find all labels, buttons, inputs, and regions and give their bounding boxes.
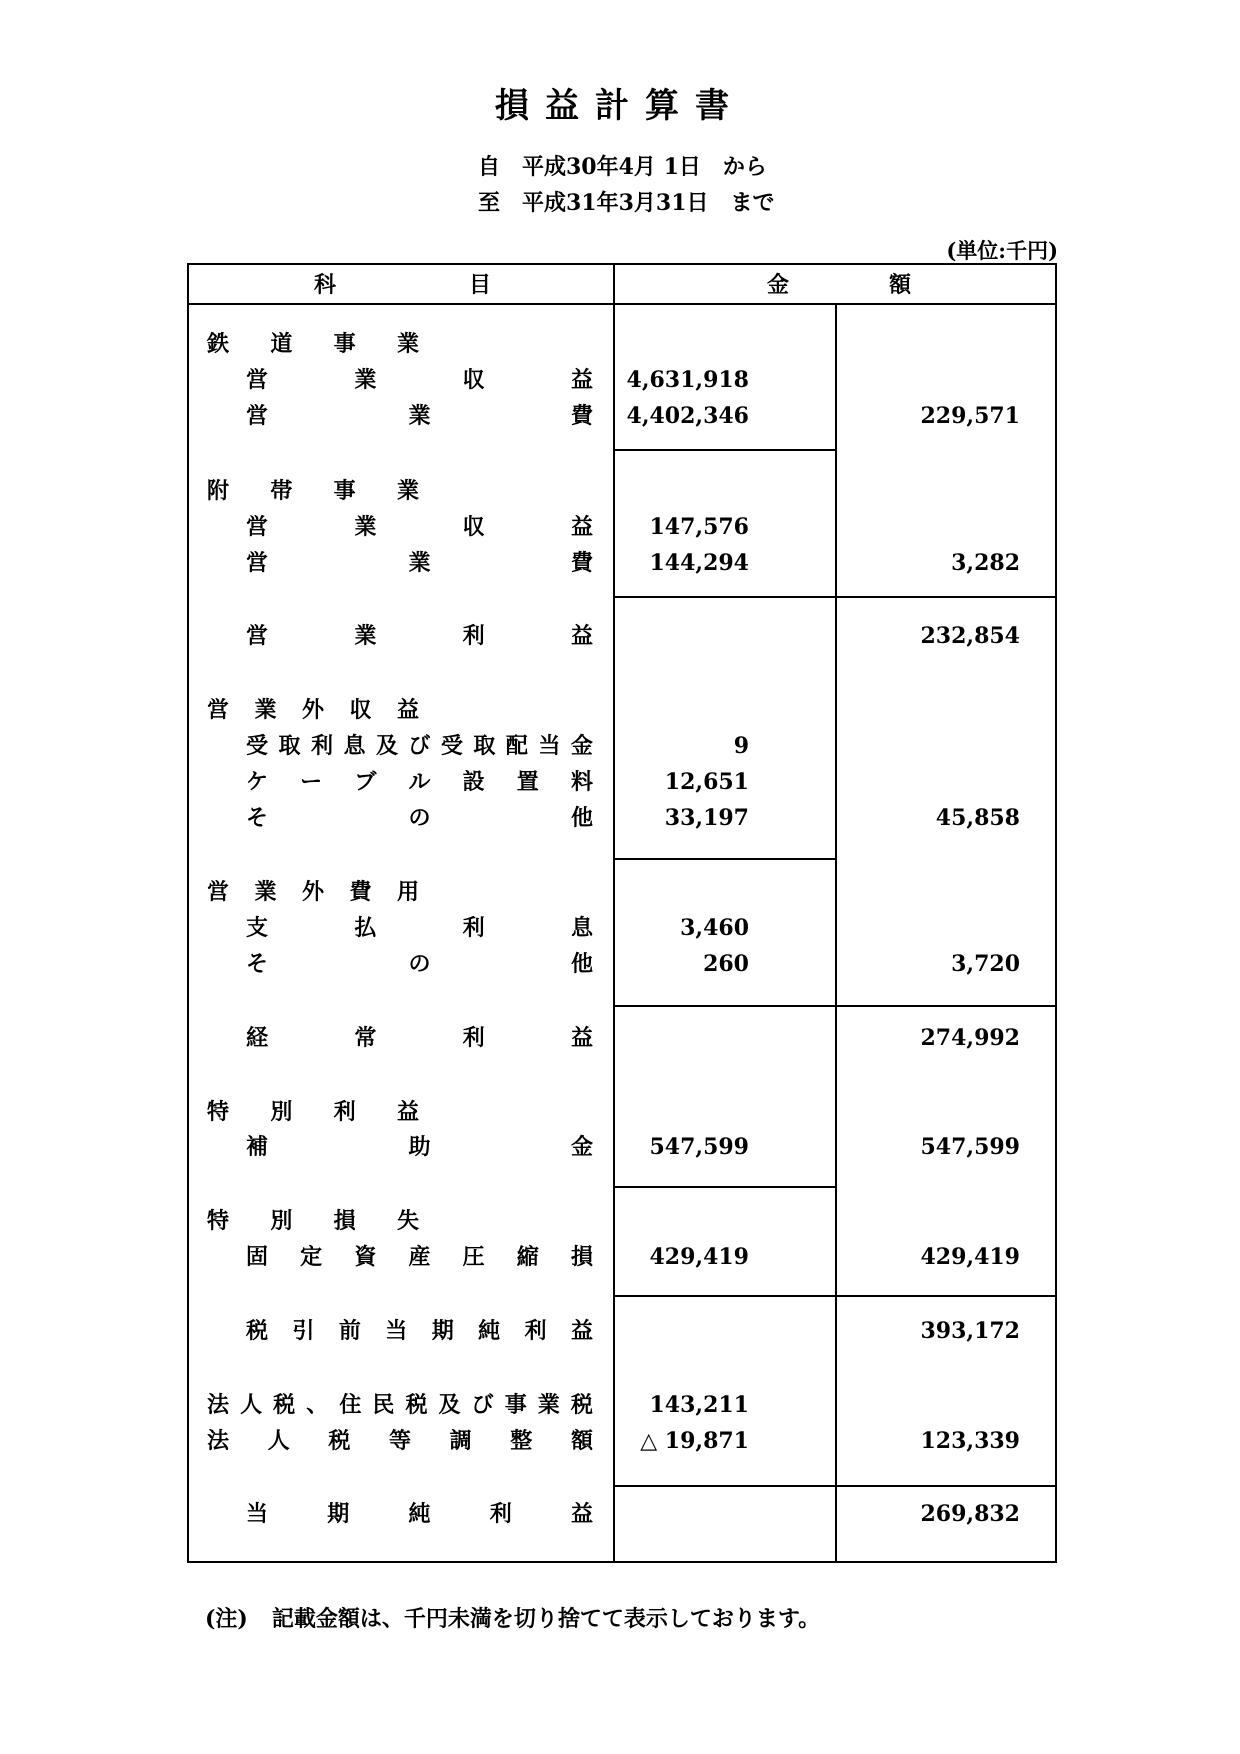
row-label: 営 業 外 費 用 [207, 879, 419, 905]
row-label: 営 業 収 益 [246, 367, 593, 393]
unit-label: (単位:千円) [946, 238, 1058, 263]
row-label: 法 人 税 等 調 整 額 [207, 1428, 593, 1454]
row-amount-detail: 147,576 [649, 514, 749, 540]
period-to-keyword: 至 [478, 190, 501, 216]
row-amount-detail: 4,631,918 [626, 367, 749, 393]
row-amount-detail: 429,419 [649, 1244, 749, 1270]
table-row [189, 1239, 1055, 1275]
table-row [189, 509, 1055, 545]
row-amount-total: 229,571 [920, 403, 1020, 429]
row-amount-detail: 260 [703, 951, 749, 977]
table-row [189, 398, 1055, 434]
table-row [189, 692, 1055, 728]
row-amount-detail: 547,599 [649, 1134, 749, 1160]
row-amount-total: 393,172 [920, 1318, 1020, 1344]
table-row [189, 1094, 1055, 1130]
period-from-keyword: 自 [478, 154, 501, 180]
table-row [189, 946, 1055, 982]
table-row [189, 545, 1055, 581]
row-label: ケ ー ブ ル 設 置 料 [246, 769, 593, 795]
header-rule [189, 303, 1055, 305]
table-row [189, 1496, 1055, 1532]
row-label: そ の 他 [246, 805, 593, 831]
row-label: 鉄 道 事 業 [207, 331, 419, 357]
row-label: 税 引 前 当 期 純 利 益 [246, 1318, 593, 1344]
table-row [189, 1203, 1055, 1239]
row-amount-detail: 144,294 [649, 550, 749, 576]
row-amount-total: 232,854 [920, 623, 1020, 649]
footnote [205, 1602, 820, 1633]
header-amount-1: 金 [767, 272, 790, 298]
row-label: 経 常 利 益 [246, 1025, 593, 1051]
row-label: 営 業 収 益 [246, 514, 593, 540]
row-amount-total: 274,992 [920, 1025, 1020, 1051]
rule-both-1 [613, 596, 1055, 598]
row-amount-detail: 3,460 [680, 915, 749, 941]
table-row [189, 1313, 1055, 1349]
row-label: 特 別 損 失 [207, 1208, 419, 1234]
period-to-tail: まで [730, 190, 775, 216]
row-amount-total: 429,419 [920, 1244, 1020, 1270]
row-label: 受 取 利 息 及 び 受 取 配 当 金 [246, 733, 593, 759]
table-row [189, 728, 1055, 764]
row-label: 附 帯 事 業 [207, 478, 419, 504]
row-amount-detail: 143,211 [649, 1392, 749, 1418]
row-amount-total: 3,282 [951, 550, 1020, 576]
rule-c1-2 [613, 858, 835, 860]
row-amount-total: 123,339 [920, 1428, 1020, 1454]
table-row [189, 874, 1055, 910]
table-row [189, 362, 1055, 398]
table-row [189, 800, 1055, 836]
row-amount-detail: 4,402,346 [626, 403, 749, 429]
row-label: そ の 他 [246, 951, 593, 977]
rule-both-3 [613, 1295, 1055, 1297]
row-label: 固 定 資 産 圧 縮 損 [246, 1244, 593, 1270]
table-row [189, 764, 1055, 800]
period-from-tail: から [722, 154, 767, 180]
table-row [189, 1129, 1055, 1165]
table-header [189, 265, 1055, 305]
rule-both-4 [613, 1485, 1055, 1487]
table-row [189, 618, 1055, 654]
table-row [189, 326, 1055, 362]
row-amount-detail: △ 19,871 [640, 1428, 749, 1454]
rule-both-2 [613, 1005, 1055, 1007]
row-label: 営 業 費 [246, 403, 593, 429]
row-label: 営 業 利 益 [246, 623, 593, 649]
table-row [189, 1020, 1055, 1056]
row-amount-detail: 12,651 [664, 769, 749, 795]
table-row [189, 473, 1055, 509]
period-from-date: 平成30年4月 1日 [522, 154, 701, 180]
row-label: 補 助 金 [246, 1134, 593, 1160]
row-amount-total: 45,858 [935, 805, 1020, 831]
table-row [189, 1387, 1055, 1423]
header-subject-2: 目 [469, 272, 492, 298]
row-amount-detail: 33,197 [664, 805, 749, 831]
row-label: 法 人 税 、 住 民 税 及 び 事 業 税 [207, 1392, 593, 1418]
period-from [478, 150, 767, 181]
header-amount-2: 額 [889, 272, 912, 298]
row-label: 営 業 費 [246, 550, 593, 576]
header-subject-1: 科 [314, 272, 337, 298]
rule-c1-3 [613, 1186, 835, 1188]
rule-c1-1 [613, 449, 835, 451]
period-to [478, 186, 775, 217]
row-amount-total: 269,832 [920, 1501, 1020, 1527]
row-amount-total: 547,599 [920, 1134, 1020, 1160]
table-row [189, 910, 1055, 946]
row-label: 当 期 純 利 益 [246, 1501, 593, 1527]
row-label: 支 払 利 息 [246, 915, 593, 941]
table-row [189, 1423, 1055, 1459]
footnote-tag: (注) [205, 1606, 248, 1632]
row-label: 特 別 利 益 [207, 1099, 419, 1125]
document-title: 損益計算書 [495, 86, 745, 126]
row-amount-detail: 9 [733, 733, 749, 759]
row-amount-total: 3,720 [951, 951, 1020, 977]
period-to-date: 平成31年3月31日 [522, 190, 709, 216]
income-statement-table [187, 263, 1057, 1563]
row-label: 営 業 外 収 益 [207, 697, 419, 723]
footnote-text: 記載金額は、千円未満を切り捨てて表示しております。 [271, 1606, 821, 1632]
